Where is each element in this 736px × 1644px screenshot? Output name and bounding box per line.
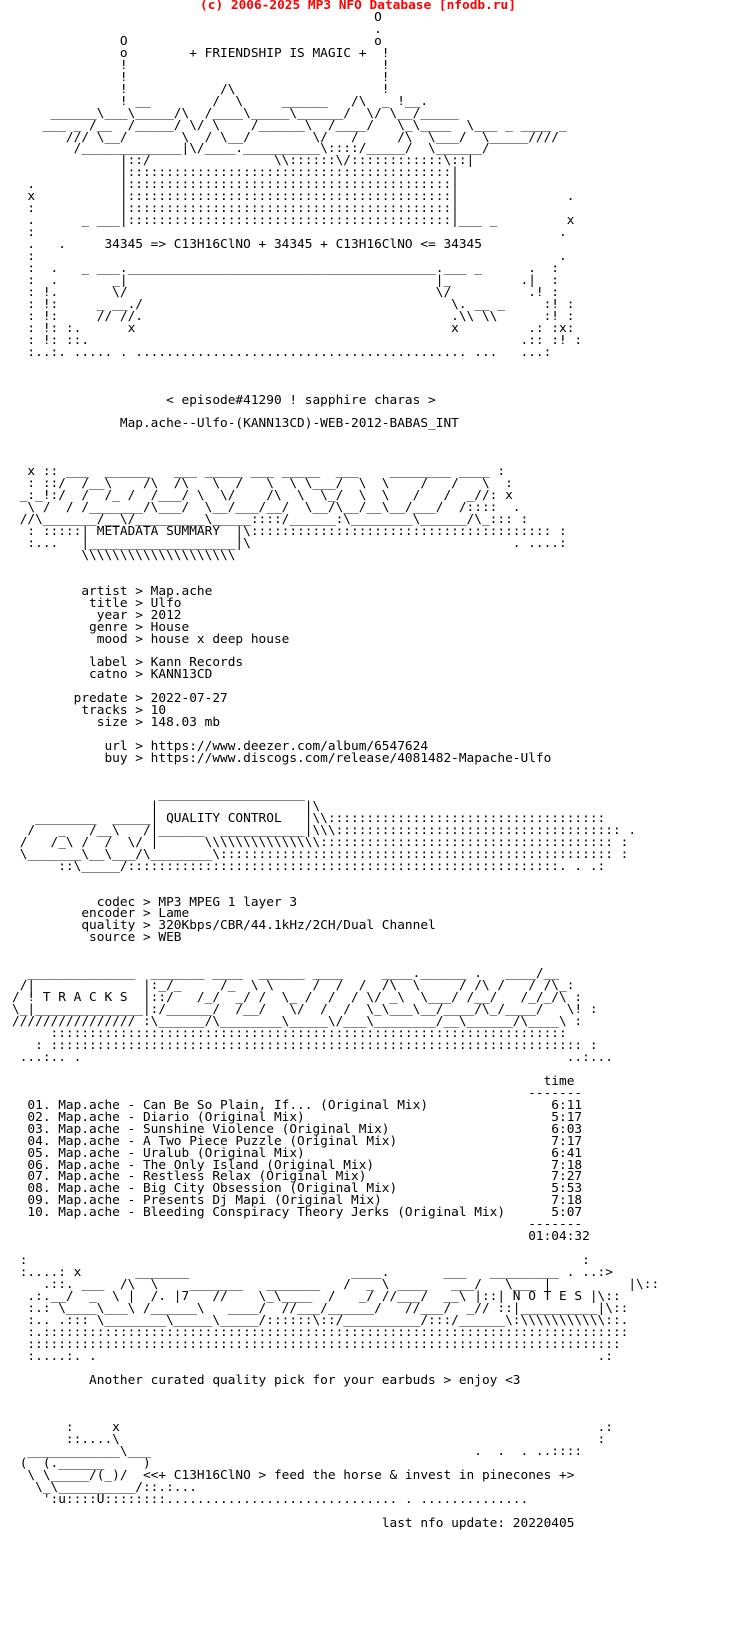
nfodb-banner: (c) 2006-2025 MP3 NFO Database [nfodb.ru] [200,0,516,13]
nfo-ascii-text: O . O o o + FRIENDSHIP IS MAGIC + ! ! ! ! ! ! /\ ! ! __ / \ ______ /\ _ !__. ______\___\_____/\ /____\_____\______/ \/ \__/_____ ___ _ /__ /_____/ \/ \ /______\ /____/ \_\____ \___ _ ____ _ /// \__/ \ / \__/ \/ / /\ \___/ \_____//// /_____________|\/____.__________\::::/_____/ \______/ |::/ \\::::::\/::::::::::::\::| |::::::::::::::::::::::::::::::::::::::::::| . |::::::::::::::::::::::::::::::::::::::::::| x |::::::::::::::::::::::::::::::::::::::::::| . : |::::::::::::::::::::::::::::::::::::::::::| . _ ___|::::::::::::::::::::::::::::::::::::::::::|___ _ x : . . . 34345 => C13H16ClNO + 34345 + C13H16ClNO <= 34345 : . : . _ ___.________________________________________.___ _ . : : . _| |_ .| : : !. \/ \/ .! : : !: _ __./ \. __ _ :! : : !: // //. .\\ \\ :! : : !: :. x x .: :x: : !: ::. .:: :! : :..:. ..... . ........................................... ... ...: < episode#41290 ! sapphire charas > Map.ache--Ulfo-(KANN13CD)-WEB-2012-BABAS_INT x :: ___ ______ ___ _____ ___ _____ ___ ________ ____ : : ::/ /__\ /\ /\ \ / \ \ \___/ \ \ / / \ : _:_!:/ / /_ / /___/ \ \/ /\ \ \_/ \ \ / / _//: x \ / / /_______/\___/ \__/___/__/ \__/\__/__\__/___/ /:::: . //\_______/__\/_________\_____::::/______:\________\______/\_::: : : :::::| METADATA SUMMARY |\::::::::::::::::::::::::::::::::::::::: : :... |___________________|\ . ....: \\\\\\\\\\\\\\\\\\\\ artist > Map.ache title > Ulfo year > 2012 genre > House mood > house x deep house label > Kann Records catno > KANN13CD predate > 2022-07-27 tracks > 10 size > 148.03 mb url > https://www.deezer.com/album/6547624 buy > https://www.discogs.com/release/4081482-Mapache-Ulfo ___________________ | |\ ________ _____| QUALITY CONTROL |\\:::::::::::::::::::::::::::::::::::: / _ /__\ /|______ ___________|\\\::::::::::::::::::::::::::::::::::::: . / /_\ / / \/ | \\\\\\\\\\\\\\\:::::::::::::::::::::::::::::::::::::: : \_______\__\___/\________\::::::::::::::::::::::::::::::::::::::::::::::::::: : ::\_____/::::::::::::::::::::::::::::::::::::::::::::::::::::::::. . .: codec > MP3 MPEG 1 layer 3 encoder > Lame quality > 320Kbps/CBR/44.1kHz/2CH/Dual Channel source > WEB ______________ _______ ____ ______ ____ ____.______ . ____/__ /| |:_/_ /_ \ \ / / / /\ \ / /\ / / /\_: / ! T R A C K S |::/ /_/ _/ / \_ / / / \/ _\ \___/ /__/ /_/_/\ : \_|______________|:/______/ /__/ \/ / / \_\___\__/____/\_/____/ \! : //////////////// :\______/\________\_____\/___\________/__\______/\____\ : ::::::::::::::::::::::::::::::::::::::::::::::::::::::::::::::::::: : ::::::::::::::::::::::::::::::::::::::::::::::::::::::::::::::::::::: : ...:.. . ..:... time ------- 01. Map.ache - Can Be So Plain, If... (Original Mix) 6:11 02. Map.ache - Diario (Original Mix) 5:17 03. Map.ache - Sunshine Violence (Original Mix) 6:03 04. Map.ache - A Two Piece Puzzle (Original Mix) 7:17 05. Map.ache - Uralub (Original Mix) 6:41 06. Map.ache - The Only Island (Original Mix) 7:18 07. Map.ache - Restless Relax (Original Mix) 7:27 08. Map.ache - Big City Obsession (Original Mix) 5:53 09. Map.ache - Presents Dj Mapi (Original Mix) 7:18 10. Map.ache - Bleeding Conspiracy Theory Jerks (Original Mix) 5:07 ------- 01:04:32 : : :....: x _______ ____. ___ _________ . ..:> .::. ___ /\ \ _______ _______ / _ \ ____ ___/ \___ | |\:: .:.__/ _ \ | /. |7 // \_\____ / _/ //___/ __\ |::| N O T E S |\:: :.: \____\___\ /______\ ____/ //___/______/ //___/ _// ::|__________|\:: :.. .::: \________\_____\_____/::::::\::/__________/:::/______\:\\\\\\\\\\\::. :.:::::::::::::::::::::::::::::::::::::::::::::::::::::::::::::::::::::::::::: ::::::::::::::::::::::::::::::::::::::::::::::::::::::::::::::::::::::::::::: :....:. . .: Another curated quality pick for your earbuds > enjoy <3 : x .: ::....\ : ____________\___ . . . ..:::: ( (.______ ) \ \_____/(_)/ <<+ C13H16ClNO > feed the horse & invest in pinecones +> \_\__________/::.:... ':u::::U::::::::.............................. . .............. last nfo update: 20220405 [12,10,660,1532]
